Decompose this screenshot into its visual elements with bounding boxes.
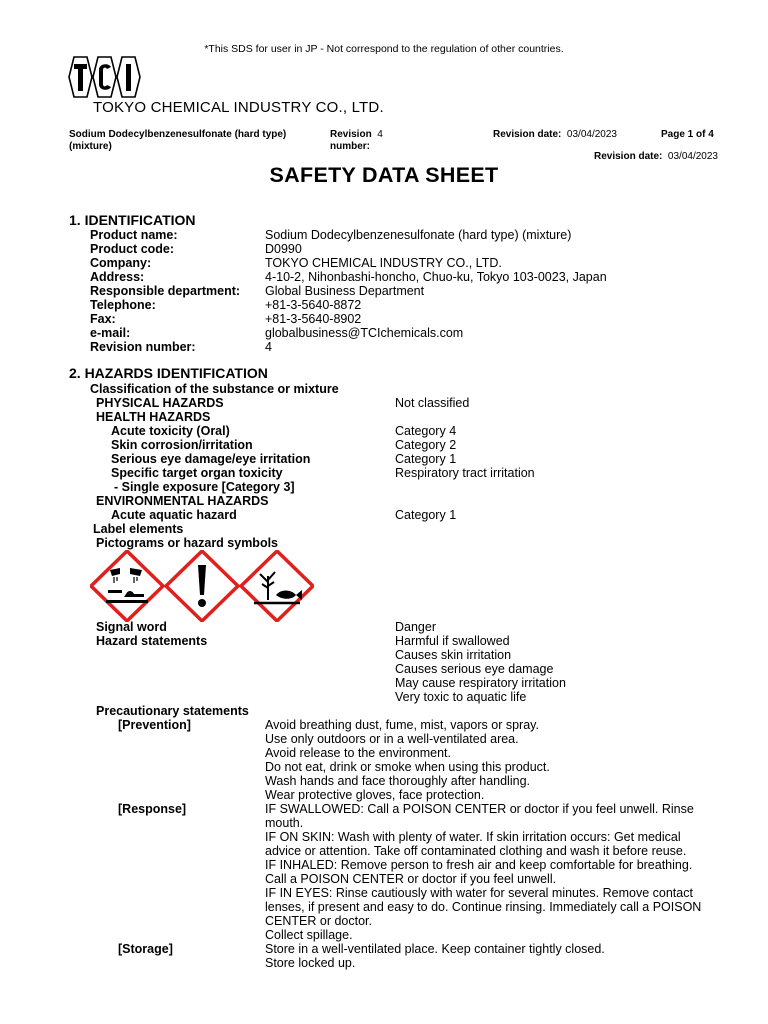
tci-logo [68,55,142,99]
prevention-label: [Prevention] [118,718,191,732]
physical-hazards-label: PHYSICAL HAZARDS [96,396,224,410]
identification-value: 4-10-2, Nihonbashi-honcho, Chuo-ku, Tokyo 103-0023, Japan [265,270,607,284]
health-hazard-value: Category 4 [395,424,457,438]
exclamation-icon [166,551,238,621]
hazard-statements-list [395,634,566,704]
health-hazard-label: Specific target organ toxicity [111,466,283,480]
revision-date-secondary: Revision date: 03/04/2023 [594,151,718,162]
revision-date-header: Revision date: 03/04/2023 [493,129,617,140]
list-item: lenses, if present and easy to do. Continue rinsing. Immediately call a POISON [265,900,702,914]
list-item: Very toxic to aquatic life [395,690,527,704]
list-item: Collect spillage. [265,928,353,942]
identification-label: Product name: [90,228,178,242]
identification-value: 4 [265,340,272,354]
identification-value: globalbusiness@TCIchemicals.com [265,326,464,340]
identification-label: Telephone: [90,298,156,312]
identification-value: Global Business Department [265,284,425,298]
ghs-pictograms [90,550,314,622]
environmental-hazards-label: ENVIRONMENTAL HAZARDS [96,494,269,508]
response-list [265,802,701,942]
identification-label: Company: [90,256,152,270]
signal-word-value: Danger [395,620,436,634]
list-item: Harmful if swallowed [395,634,510,648]
response-label: [Response] [118,802,187,816]
list-item: Use only outdoors or in a well-ventilated area. [265,732,519,746]
jp-notice: *This SDS for user in JP - Not correspond to the regulation of other countries. [204,43,564,55]
list-item: CENTER or doctor. [265,914,372,928]
list-item: Do not eat, drink or smoke when using this product. [265,760,550,774]
list-item: Wear protective gloves, face protection. [265,788,485,802]
identification-label: Product code: [90,242,175,256]
identification-label: Fax: [90,312,116,326]
list-item: Wash hands and face thoroughly after handling. [265,774,530,788]
list-item: May cause respiratory irritation [395,676,566,690]
prevention-list [265,718,550,802]
page-info: Page 1 of 4 [661,129,714,140]
storage-label: [Storage] [118,942,173,956]
company-name: TOKYO CHEMICAL INDUSTRY CO., LTD. [93,99,384,116]
list-item: Avoid breathing dust, fume, mist, vapors or spray. [265,718,539,732]
classification-heading: Classification of the substance or mixture [90,382,339,396]
physical-hazards-value: Not classified [395,396,470,410]
identification-value: TOKYO CHEMICAL INDUSTRY CO., LTD. [265,256,502,270]
list-item: Causes serious eye damage [395,662,554,676]
document-title: SAFETY DATA SHEET [269,163,499,187]
list-item: IF ON SKIN: Wash with plenty of water. If skin irritation occurs: Get medical [265,830,681,844]
health-hazard-label: Skin corrosion/irritation [111,438,253,452]
section-hazards-heading: 2. HAZARDS IDENTIFICATION [69,365,268,381]
storage-list [265,942,605,970]
health-hazard-value: Category 1 [395,452,457,466]
list-item: Store locked up. [265,956,356,970]
corrosion-icon [91,551,163,621]
list-item: Store in a well-ventilated place. Keep container tightly closed. [265,942,605,956]
list-item: Avoid release to the environment. [265,746,451,760]
health-hazard-label: - Single exposure [Category 3] [114,480,295,494]
identification-label: Responsible department: [90,284,241,298]
list-item: IF SWALLOWED: Call a POISON CENTER or doctor if you feel unwell. Rinse [265,802,694,816]
identification-value: +81-3-5640-8902 [265,312,362,326]
identification-label: Revision number: [90,340,196,354]
precautionary-statements-label: Precautionary statements [96,704,249,718]
pictograms-label: Pictograms or hazard symbols [96,536,279,550]
signal-word-label: Signal word [96,620,167,634]
health-hazard-value: Respiratory tract irritation [395,466,535,480]
health-hazard-label: Serious eye damage/eye irritation [111,452,311,466]
list-item: Call a POISON CENTER or doctor if you feel unwell. [265,872,557,886]
environment-icon [241,551,313,621]
identification-label: e-mail: [90,326,131,340]
label-elements-heading: Label elements [93,522,184,536]
list-item: mouth. [265,816,304,830]
product-header: Sodium Dodecylbenzenesulfonate (hard type) (mixture) [69,129,287,152]
list-item: Causes skin irritation [395,648,512,662]
identification-value: D0990 [265,242,302,256]
identification-label: Address: [90,270,145,284]
list-item: IF INHALED: Remove person to fresh air and keep comfortable for breathing. [265,858,693,872]
environmental-hazard-value: Category 1 [395,508,457,522]
list-item: advice or attention. Take off contaminated clothing and wash it before reuse. [265,844,687,858]
revision-number-header: Revision 4 number: [330,129,383,152]
health-hazard-value: Category 2 [395,438,457,452]
health-hazard-label: Acute toxicity (Oral) [111,424,230,438]
section-identification-heading: 1. IDENTIFICATION [69,212,196,228]
environmental-hazard-label: Acute aquatic hazard [111,508,237,522]
identification-value: Sodium Dodecylbenzenesulfonate (hard type) (mixture) [265,228,572,242]
health-hazards-label: HEALTH HAZARDS [96,410,211,424]
list-item: IF IN EYES: Rinse cautiously with water for several minutes. Remove contact [265,886,693,900]
hazard-statements-label: Hazard statements [96,634,208,648]
identification-value: +81-3-5640-8872 [265,298,362,312]
